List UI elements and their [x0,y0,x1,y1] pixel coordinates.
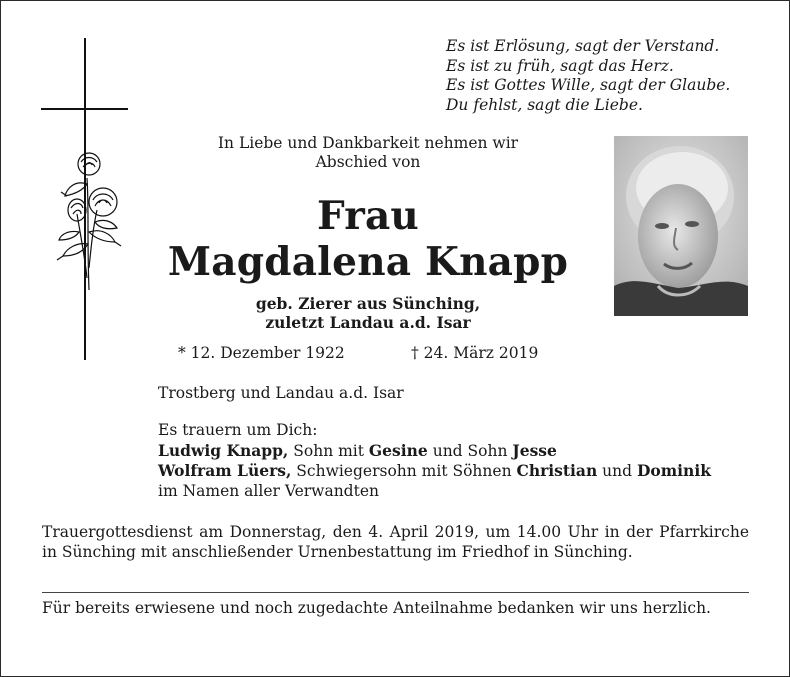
portrait-photo [614,136,748,316]
mourner-text: und [597,462,637,480]
mourner-name: Jesse [512,440,557,460]
maiden-name: geb. Zierer aus Sünching, [255,294,481,313]
poem-line: Es ist zu früh, sagt das Herz. [446,56,674,75]
death-date: † 24. März 2019 [411,344,539,362]
intro-line: In Liebe und Dankbarkeit nehmen wir [217,134,519,152]
birth-date: * 12. Dezember 1922 [178,344,345,362]
mourner-text: und Sohn [427,441,513,460]
mourner-line: im Namen aller Verwandten [158,481,379,500]
mourners-block [158,421,711,501]
mourner-name: Wolfram Lüers, [158,461,292,480]
mourner-name: Dominik [636,461,711,480]
mourner-name: Christian [516,461,598,480]
mourner-text: Schwiegersohn mit Söhnen [291,462,517,480]
deceased-fullname: Magdalena Knapp [167,239,569,285]
mourners-heading: Es trauern um Dich: [158,421,318,439]
deceased-title: Frau [317,193,419,239]
mourner-text: Sohn mit [288,441,369,460]
poem-line: Es ist Gottes Wille, sagt der Glaube. [446,76,731,94]
mourner-line [158,461,711,482]
poem-line: Du fehlst, sagt die Liebe. [446,95,643,114]
last-residence: zuletzt Landau a.d. Isar [265,313,471,332]
thanks-text: Für bereits erwiesene und noch zugedachte Anteilnahme bedanken wir uns herzlich. [42,599,711,617]
service-info: Trauergottesdienst am Donnerstag, den 4. April 2019, um 14.00 Uhr in der Pfarrkirche in Sünching mit anschließender Urnenbestattung im Friedhof in Sünching. [42,523,749,561]
deceased-name [156,193,580,285]
place-line: Trostberg und Landau a.d. Isar [158,384,404,402]
deceased-details [156,294,580,332]
poem [446,37,730,115]
poem-line: Es ist Erlösung, sagt der Verstand. [446,37,720,55]
mourner-line [158,441,711,462]
divider [42,592,749,593]
mourner-name: Ludwig Knapp, [158,440,289,460]
cross-bar [41,108,128,110]
mourner-name: Gesine [368,440,428,460]
roses-icon [53,148,125,290]
intro-line: Abschied von [315,153,421,171]
intro-text [156,134,580,172]
